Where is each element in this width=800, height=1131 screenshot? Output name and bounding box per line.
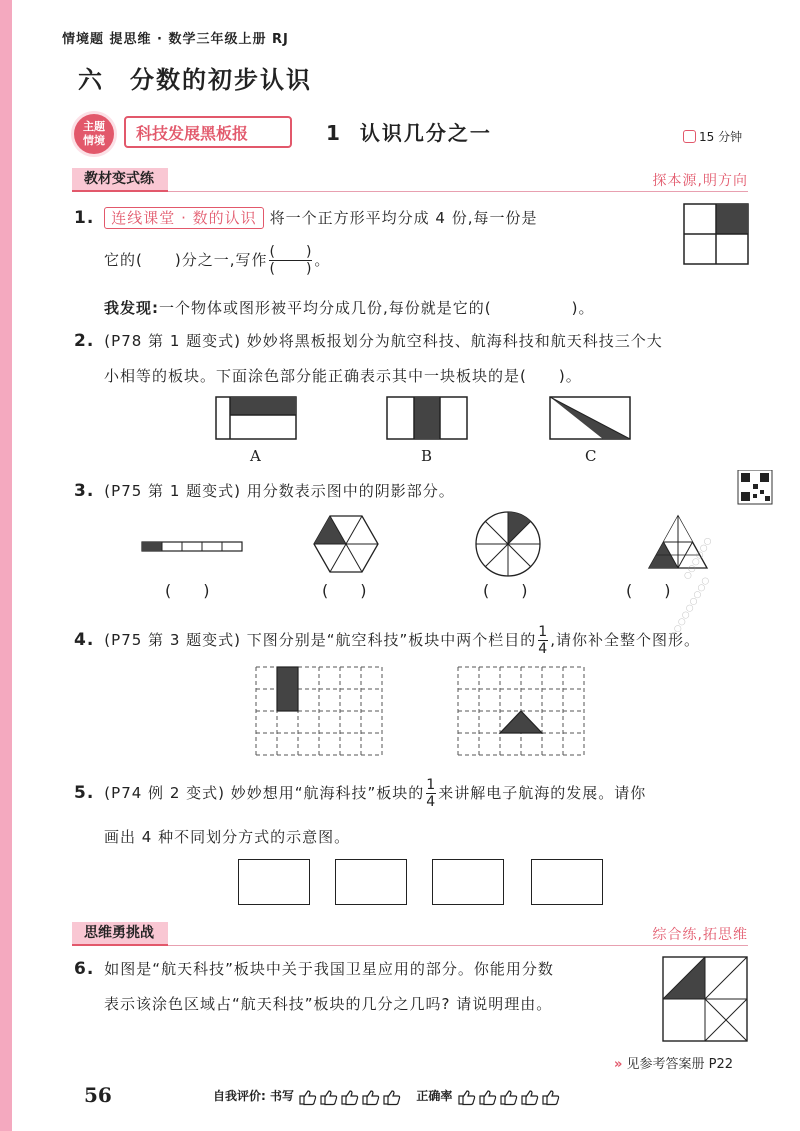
lesson-title: 1 认识几分之一 [326,121,492,145]
clock-icon [683,130,696,143]
theme-label: 科技发展黑板报 [124,116,292,148]
fraction-one-quarter: $\frac{1}{4}$ [538,624,549,657]
question-1-line1: 1. 连线课堂 · 数的认识 将一个正方形平均分成 4 份,每一份是 [74,208,538,228]
chapter-title [78,60,312,95]
question-1-discovery: 我发现:一个物体或图形被平均分成几份,每份就是它的( )。 [104,299,595,317]
option-b-figure[interactable] [386,396,468,440]
answer-blank-1[interactable]: ( ) [165,581,210,600]
option-a-label: A [250,447,261,465]
lesson-link-tag: 连线课堂 · 数的认识 [104,207,263,229]
question-6-line2: 表示该涂色区域占“航天科技”板块的几分之几吗? 请说明理由。 [104,995,553,1013]
fraction-one-quarter: $\frac{1}{4}$ [426,777,437,810]
circle-figure [474,510,542,578]
option-c-figure[interactable] [549,396,631,440]
page-header: 情境题 提思维 · 数学三年级上册 RJ [62,32,289,47]
question-3-line1: 3. (P75 第 1 题变式) 用分数表示图中的阴影部分。 [74,481,455,501]
accuracy-thumbs-icon[interactable] [457,1088,561,1106]
square-quarters-figure [683,203,749,265]
section-textbook-practice [72,168,748,192]
hexagon-figure [313,514,379,574]
grid-triangle-figure[interactable] [457,666,585,756]
timer: 15 分钟 [683,128,742,145]
question-2-line2: 小相等的板块。下面涂色部分能正确表示其中一块板块的是( )。 [104,367,582,385]
section-subtitle: 综合练,拓思维 [652,927,748,943]
strip-figure [141,540,243,554]
page-spine [0,0,12,1131]
question-5-line2: 画出 4 种不同划分方式的示意图。 [104,828,351,846]
satellite-square-figure [662,956,748,1042]
question-1-line2: 它的( )分之一,写作 $\frac{( )}{( )}$ 。 [104,244,331,277]
fraction-blank[interactable]: $\frac{( )}{( )}$ [269,244,313,277]
answer-reference: » 见参考答案册 P22 [614,1057,734,1072]
qr-code-icon [634,470,774,670]
drawing-box-2[interactable] [335,859,407,905]
drawing-box-4[interactable] [531,859,603,905]
grid-rectangle-figure[interactable] [255,666,383,756]
answer-blank-2[interactable]: ( ) [322,581,367,600]
option-c-label: C [585,447,597,465]
page-number: 56 [84,1083,112,1107]
question-4-line1: 4. (P75 第 3 题变式) 下图分别是“航空科技”板块中两个栏目的 $\frac{1}{4}$ ,请你补全整个图形。 [74,624,700,657]
drawing-box-1[interactable] [238,859,310,905]
section-subtitle: 探本源,明方向 [652,173,748,189]
writing-thumbs-icon[interactable] [298,1088,402,1106]
chapter-number: 六 [78,66,104,94]
section-thinking-challenge [72,922,748,946]
section-label: 思维勇挑战 [72,922,168,946]
question-2-line1: 2. (P78 第 1 题变式) 妙妙将黑板报划分为航空科技、航海科技和航天科技三个大 [74,331,663,351]
theme-badge: 主题 情境 [74,114,114,154]
svg-text:○○○○○○: ○○○○○○ [681,535,715,582]
option-b-label: B [421,447,433,465]
question-5-line1: 5. (P74 例 2 变式) 妙妙想用“航海科技”板块的 $\frac{1}{4}$ 来讲解电子航海的发展。请你 [74,777,647,810]
answer-blank-4[interactable]: ( ) [626,581,671,600]
answer-blank-3[interactable]: ( ) [483,581,528,600]
chapter-name: 分数的初步认识 [130,66,312,94]
self-evaluation: 自我评价: 书写 正确率 [213,1087,561,1106]
svg-text:○○○○○○○○○: ○○○○○○○○○ [667,575,712,642]
option-a-figure[interactable] [215,396,297,440]
drawing-box-3[interactable] [432,859,504,905]
double-chevron-icon: » [614,1057,623,1072]
section-label: 教材变式练 [72,168,168,192]
question-6-line1: 6. 如图是“航天科技”板块中关于我国卫星应用的部分。你能用分数 [74,959,554,979]
